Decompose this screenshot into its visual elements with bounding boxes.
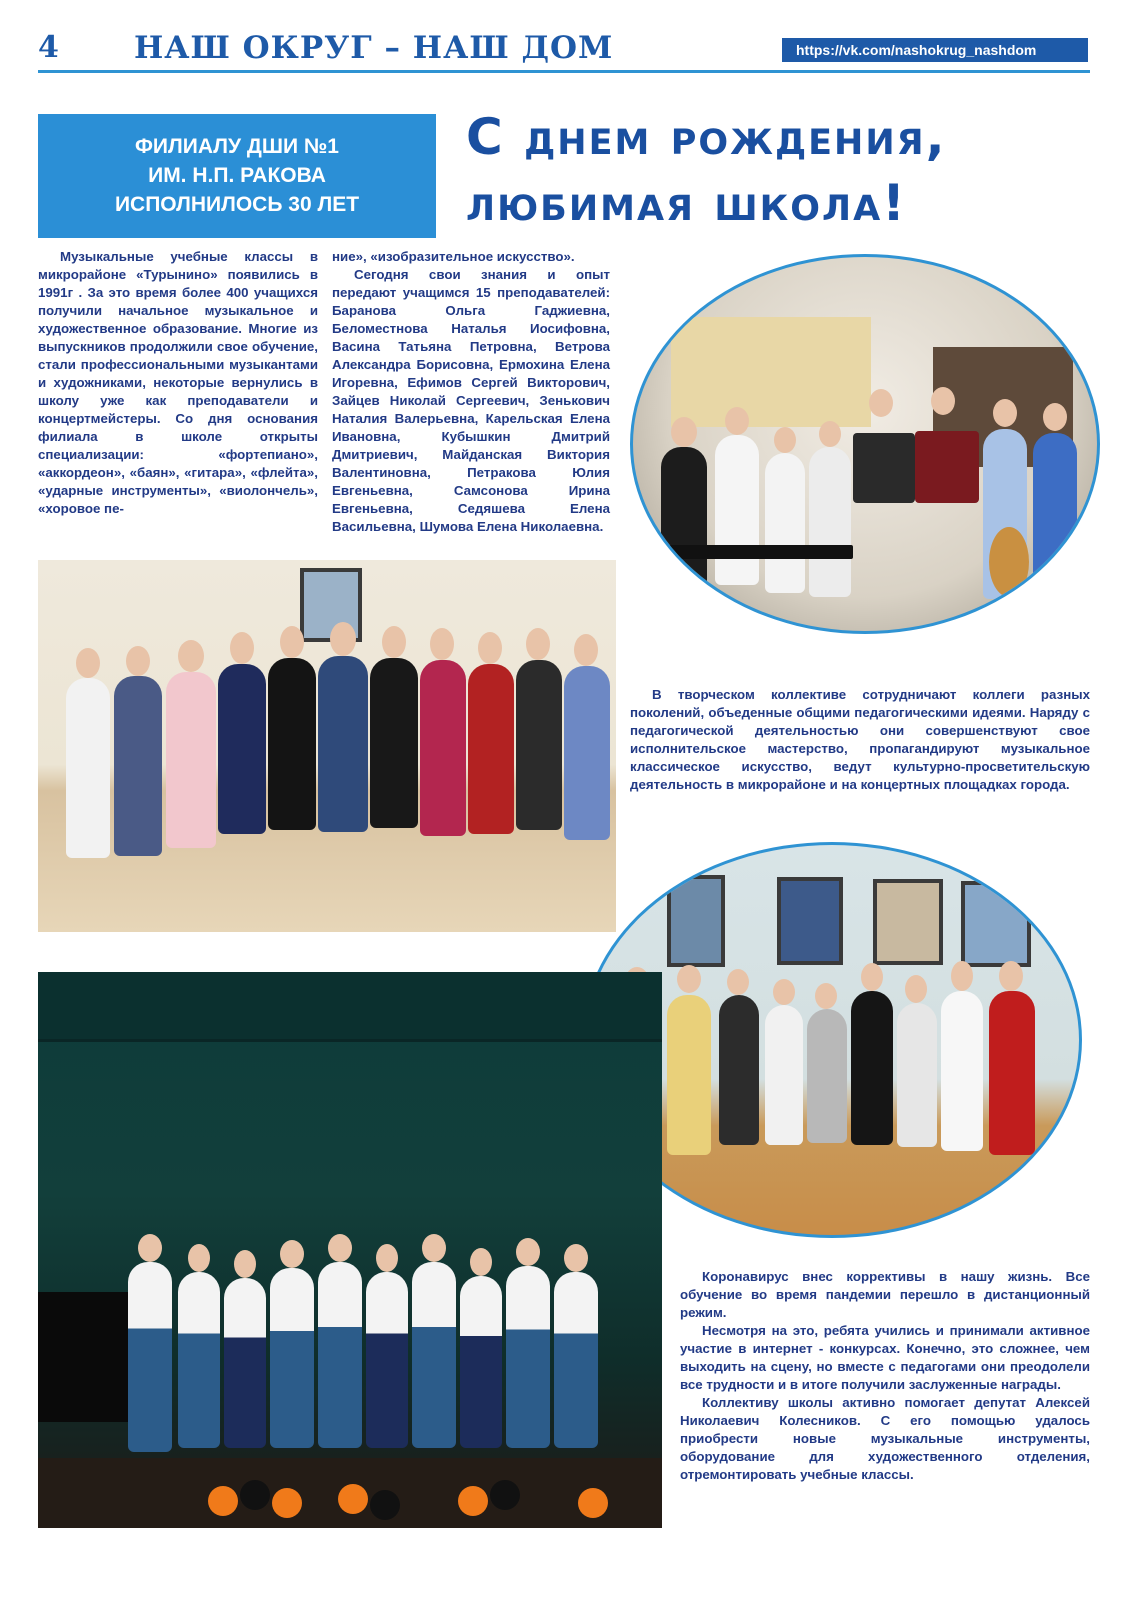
choir-photo <box>38 972 662 1528</box>
choir-singer <box>506 1266 550 1448</box>
page-number: 4 <box>38 30 59 65</box>
person-figure <box>318 656 368 832</box>
choir-singer <box>318 1262 362 1448</box>
person-figure <box>989 991 1035 1155</box>
person-figure <box>218 664 266 834</box>
guitar <box>989 527 1029 597</box>
header-rule <box>38 70 1090 73</box>
choir-singer <box>554 1272 598 1448</box>
person-head <box>869 389 893 417</box>
article-paragraph: Музыкальные учебные классы в микрорайоне «Турынино» появились в 1991г . За это время более 400 учащихся получили начальное музыкальное и художественное образование. Многие из выпускников продолжили свое обучение, стали профессиональными музыкантами и художниками, некоторые вернулись в школу уже как преподаватели и концертмейстеры. Со дня основания филиала в школе открыты специализации: «фортепиано», «аккордеон», «баян», «гитара», «флейта», «ударные инструменты», «виолончель», «хоровое пе- <box>38 249 318 516</box>
masthead-title: НАШ ОКРУГ – НАШ ДОМ <box>134 30 614 66</box>
choir-singer <box>128 1262 172 1452</box>
projection-screen <box>671 317 871 427</box>
person-head <box>774 427 796 453</box>
article-paragraph: ние», «изобразительное искусство». <box>332 249 575 264</box>
caption-paragraph: Коллективу школы активно помогает депутат Алексей Николаевич Колесников. С его помощью удалось приобрести новые музыкальные инструменты, оборудование для художественного отделения, отремонтировать учебные классы. <box>680 1395 1090 1482</box>
balloon <box>458 1486 488 1516</box>
person-head <box>564 1244 588 1272</box>
person-head <box>126 646 150 676</box>
pandemic-caption <box>680 1268 1090 1484</box>
teachers-photo <box>38 560 616 932</box>
person-figure <box>564 666 610 840</box>
person-head <box>330 622 356 656</box>
person-figure <box>268 658 316 830</box>
accordion <box>853 433 915 503</box>
headline-line-2: любимая школа! <box>466 174 907 232</box>
person-figure <box>897 1003 937 1147</box>
person-head <box>819 421 841 447</box>
caption-paragraph: В творческом коллективе сотрудничают коллеги разных поколений, объеденные общими педагогическими идеями. Наряду с педагогической деятельностью они совершенствуют свое исполнительское мастерство, пропагандируют музыкальное классическое искусство, ведут культурно-просветительскую деятельность в микрорайоне и на концертных площадках города. <box>630 687 1090 792</box>
person-figure <box>516 660 562 830</box>
article-paragraph: Сегодня свои знания и опыт передают учащимся 15 преподавателей: Баранова Ольга Гаджиевна, Беломестнова Наталья Иосифовна, Васина Татьяна Петровна, Ветрова Александра Борисовна, Ермохина Елена Игоревна, Ефимов Сергей Викторович, Зайцев Николай Сергеевич, Зенькович Наталия Валерьевна, Карельская Елена Ивановна, Кубышкин Дмитрий Дмитриевич, Майданская Виктория Валентиновна, Петракова Юлия Евгеньевна, Самсонова Ирина Евгеньевна, Седяшева Елена Васильевна, Шумова Елена Николаевна. <box>332 267 610 534</box>
person-figure <box>468 664 514 834</box>
person-head <box>138 1234 162 1262</box>
person-figure <box>1033 433 1077 593</box>
person-head <box>178 640 204 672</box>
balloon <box>490 1480 520 1510</box>
choir-singer <box>270 1268 314 1448</box>
person-head <box>382 626 406 658</box>
balloon <box>240 1480 270 1510</box>
choir-singer <box>178 1272 220 1448</box>
person-head <box>470 1248 492 1276</box>
person-figure <box>851 991 893 1145</box>
section-box-line-3: ИСПОЛНИЛОСЬ 30 ЛЕТ <box>114 193 360 216</box>
caption-paragraph: Коронавирус внес коррективы в нашу жизнь. Все обучение во время пандемии перешло в дистанционный режим. <box>680 1269 1090 1320</box>
wall-painting <box>667 875 725 967</box>
wall-painting <box>961 881 1031 967</box>
person-head <box>76 648 100 678</box>
choir-singer <box>412 1262 456 1448</box>
teachers-caption <box>630 686 1090 794</box>
wall-painting <box>777 877 843 965</box>
person-figure <box>66 678 110 858</box>
person-head <box>861 963 883 991</box>
person-head <box>234 1250 256 1278</box>
person-figure <box>667 995 711 1155</box>
headline <box>466 104 1106 236</box>
stage-curtain-valance <box>38 972 662 1042</box>
balloon <box>370 1490 400 1520</box>
person-head <box>677 965 701 993</box>
keyboard <box>663 545 853 559</box>
person-head <box>815 983 837 1009</box>
person-figure <box>807 1009 847 1143</box>
students-photo <box>630 254 1100 634</box>
article-column-2 <box>332 248 610 536</box>
choir-singer <box>366 1272 408 1448</box>
person-figure <box>765 453 805 593</box>
person-figure <box>715 435 759 585</box>
accordion <box>915 431 979 503</box>
person-figure <box>941 991 983 1151</box>
person-head <box>526 628 550 660</box>
balloon <box>208 1486 238 1516</box>
person-head <box>230 632 254 664</box>
section-box-line-1: ФИЛИАЛУ ДШИ №1 <box>135 135 339 158</box>
person-head <box>727 969 749 995</box>
person-head <box>328 1234 352 1262</box>
headline-line-1: С днем рождения, <box>466 108 947 166</box>
balloon <box>338 1484 368 1514</box>
section-box-line-2: ИМ. Н.П. РАКОВА <box>148 164 326 187</box>
person-figure <box>370 658 418 828</box>
balloon <box>272 1488 302 1518</box>
person-head <box>931 387 955 415</box>
wall-painting <box>873 879 943 965</box>
person-figure <box>719 995 759 1145</box>
person-head <box>905 975 927 1003</box>
person-head <box>671 417 697 447</box>
person-head <box>188 1244 210 1272</box>
person-figure <box>166 672 216 848</box>
person-head <box>773 979 795 1005</box>
choir-singer <box>224 1278 266 1448</box>
caption-paragraph: Несмотря на это, ребята учились и принимали активное участие в интернет - конкурсах. Конечно, это сложнее, чем выходить на сцену, но вместе с педагогами они преодолели все трудности и в итоге получили заслуженные награды. <box>680 1323 1090 1392</box>
person-head <box>516 1238 540 1266</box>
choir-singer <box>460 1276 502 1448</box>
piano <box>38 1292 138 1422</box>
person-head <box>1043 403 1067 431</box>
vk-url-badge[interactable]: https://vk.com/nashokrug_nashdom <box>782 38 1088 62</box>
person-head <box>999 961 1023 991</box>
article-column-1 <box>38 248 318 518</box>
person-head <box>993 399 1017 427</box>
person-head <box>574 634 598 666</box>
person-figure <box>661 447 707 597</box>
section-box <box>38 114 436 238</box>
person-figure <box>765 1005 803 1145</box>
person-head <box>430 628 454 660</box>
person-head <box>478 632 502 664</box>
person-head <box>280 626 304 658</box>
person-head <box>422 1234 446 1262</box>
person-figure <box>114 676 162 856</box>
person-figure <box>420 660 466 836</box>
balloon <box>578 1488 608 1518</box>
person-head <box>280 1240 304 1268</box>
person-head <box>725 407 749 435</box>
person-figure <box>809 447 851 597</box>
person-head <box>951 961 973 991</box>
person-head <box>376 1244 398 1272</box>
